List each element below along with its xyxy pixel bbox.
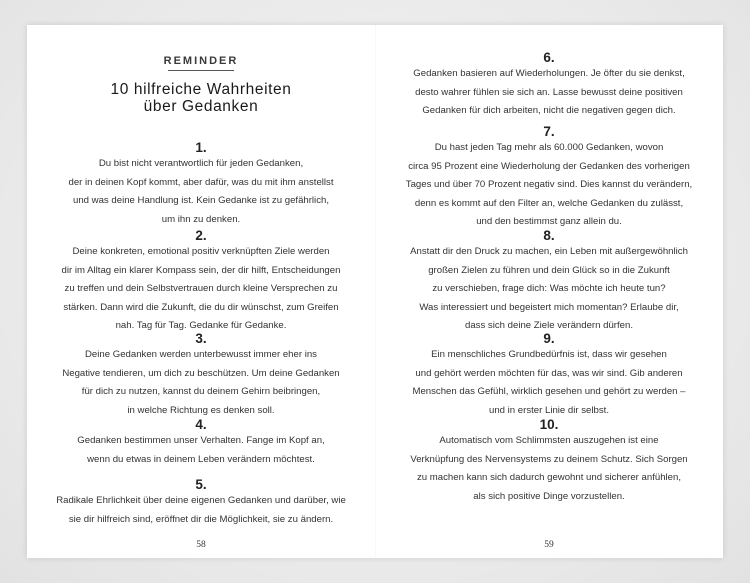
eyebrow-underline [168, 70, 234, 71]
section-line: Deine konkreten, emotional positiv verknüpften Ziele werden [72, 246, 330, 257]
section-line: Automatisch vom Schlimmsten auszugehen ist eine [439, 435, 659, 446]
section-line: Du bist nicht verantwortlich für jeden Gedanken, [98, 158, 304, 169]
section-number: 1. [195, 140, 207, 155]
section-number: 2. [195, 228, 207, 243]
truth-section-8 [375, 228, 723, 336]
section-line: Ein menschliches Grundbedürfnis ist, dass wir gesehen [431, 349, 667, 360]
truth-section-1 [27, 140, 375, 229]
reminder-eyebrow [27, 55, 375, 71]
section-line: desto wahrer fühlen sie sich an. Lasse bewusst deine positiven [415, 86, 683, 98]
truth-section-6 [375, 50, 723, 121]
section-number: 7. [543, 124, 555, 139]
section-line: Menschen das Gefühl, wirklich gesehen und gehört zu werden – [412, 386, 686, 397]
section-number: 9. [543, 331, 555, 346]
section-line: Du hast jeden Tag mehr als 60.000 Gedanken, wovon [434, 142, 664, 153]
section-line: Radikale Ehrlichkeit über deine eigenen Gedanken und darüber, wie [56, 495, 346, 506]
title-line-1: 10 hilfreiche Wahrheiten [110, 81, 292, 98]
eyebrow-label: REMINDER [163, 55, 239, 67]
section-line: als sich positive Dinge vorzustellen. [473, 490, 625, 502]
book-spread [27, 25, 723, 558]
section-number: 3. [195, 331, 207, 346]
section-line: für dich zu nutzen, kannst du deinem Gehirn beibringen, [81, 386, 321, 397]
section-number: 10. [539, 417, 559, 432]
truth-section-9 [375, 331, 723, 420]
right-page [375, 25, 723, 558]
section-number: 4. [195, 417, 207, 432]
section-line: dir im Alltag ein klarer Kompass sein, der dir hilft, Entscheidungen [61, 264, 341, 276]
section-line: um ihn zu denken. [161, 213, 241, 225]
section-line: Deine Gedanken werden unterbewusst immer eher ins [85, 349, 317, 360]
section-line: dass sich deine Ziele verändern dürfen. [465, 320, 633, 331]
page-number-right: 59 [544, 540, 554, 550]
truth-section-2 [27, 228, 375, 336]
section-line: zu treffen und dein Selbstvertrauen durch kleine Versprechen zu [64, 283, 338, 294]
section-line: in welche Richtung es denken soll. [127, 404, 275, 416]
section-line: Tages und über 70 Prozent negativ sind. Dies kannst du verändern, [405, 179, 693, 190]
section-line: Gedanken basieren auf Wiederholungen. Je öfter du sie denkst, [413, 68, 685, 79]
section-line: und in erster Linie dir selbst. [489, 404, 609, 416]
left-page [27, 25, 375, 558]
section-line: wenn du etwas in deinem Leben verändern möchtest. [87, 453, 315, 465]
truth-section-7 [375, 124, 723, 232]
section-number: 6. [543, 50, 555, 65]
truth-section-10 [375, 417, 723, 506]
section-line: Verknüpfung des Nervensystems zu deinem Schutz. Sich Sorgen [410, 453, 688, 465]
section-line: Gedanken bestimmen unser Verhalten. Fange im Kopf an, [77, 435, 325, 446]
section-line: circa 95 Prozent eine Wiederholung der Gedanken des vorherigen [408, 160, 690, 172]
page-number-left: 58 [196, 540, 206, 550]
section-line: und was deine Handlung ist. Kein Gedanke ist zu gefährlich, [73, 195, 329, 206]
section-line: Negative tendieren, um dich zu beschützen. Um deine Gedanken [62, 367, 340, 379]
section-line: Gedanken für dich arbeiten, nicht die negativen gegen dich. [422, 105, 676, 116]
section-line: zu machen kann sich dadurch gewohnt und sicherer anfühlen, [417, 472, 681, 483]
section-line: großen Zielen zu führen und dein Glück so in die Zukunft [428, 264, 670, 276]
section-line: und den bestimmst ganz allein du. [476, 216, 622, 227]
truth-section-4 [27, 417, 375, 469]
section-line: der in deinen Kopf kommt, aber dafür, was du mit ihm anstellst [68, 176, 334, 188]
title-line-2: über Gedanken [143, 98, 259, 115]
page-title [27, 81, 375, 115]
truth-section-5 [27, 477, 375, 529]
section-line: sie dir hilfreich sind, eröffnet dir die Möglichkeit, sie zu ändern. [68, 513, 334, 525]
section-number: 8. [543, 228, 555, 243]
section-line: Was interessiert und begeistert mich momentan? Erlaube dir, [419, 301, 679, 313]
section-line: Anstatt dir den Druck zu machen, ein Leben mit außergewöhnlich [410, 246, 688, 257]
section-line: denn es kommt auf den Filter an, welche Gedanken du zulässt, [414, 197, 684, 209]
section-line: und gehört werden möchten für das, was wir sind. Gib anderen [415, 367, 683, 379]
truth-section-3 [27, 331, 375, 420]
section-line: zu verschieben, frage dich: Was möchte ich heute tun? [432, 283, 666, 294]
section-line: nah. Tag für Tag. Gedanke für Gedanke. [115, 320, 287, 331]
section-number: 5. [195, 477, 207, 492]
section-line: stärken. Dann wird die Zukunft, die du dir wünschst, zum Greifen [63, 301, 339, 313]
